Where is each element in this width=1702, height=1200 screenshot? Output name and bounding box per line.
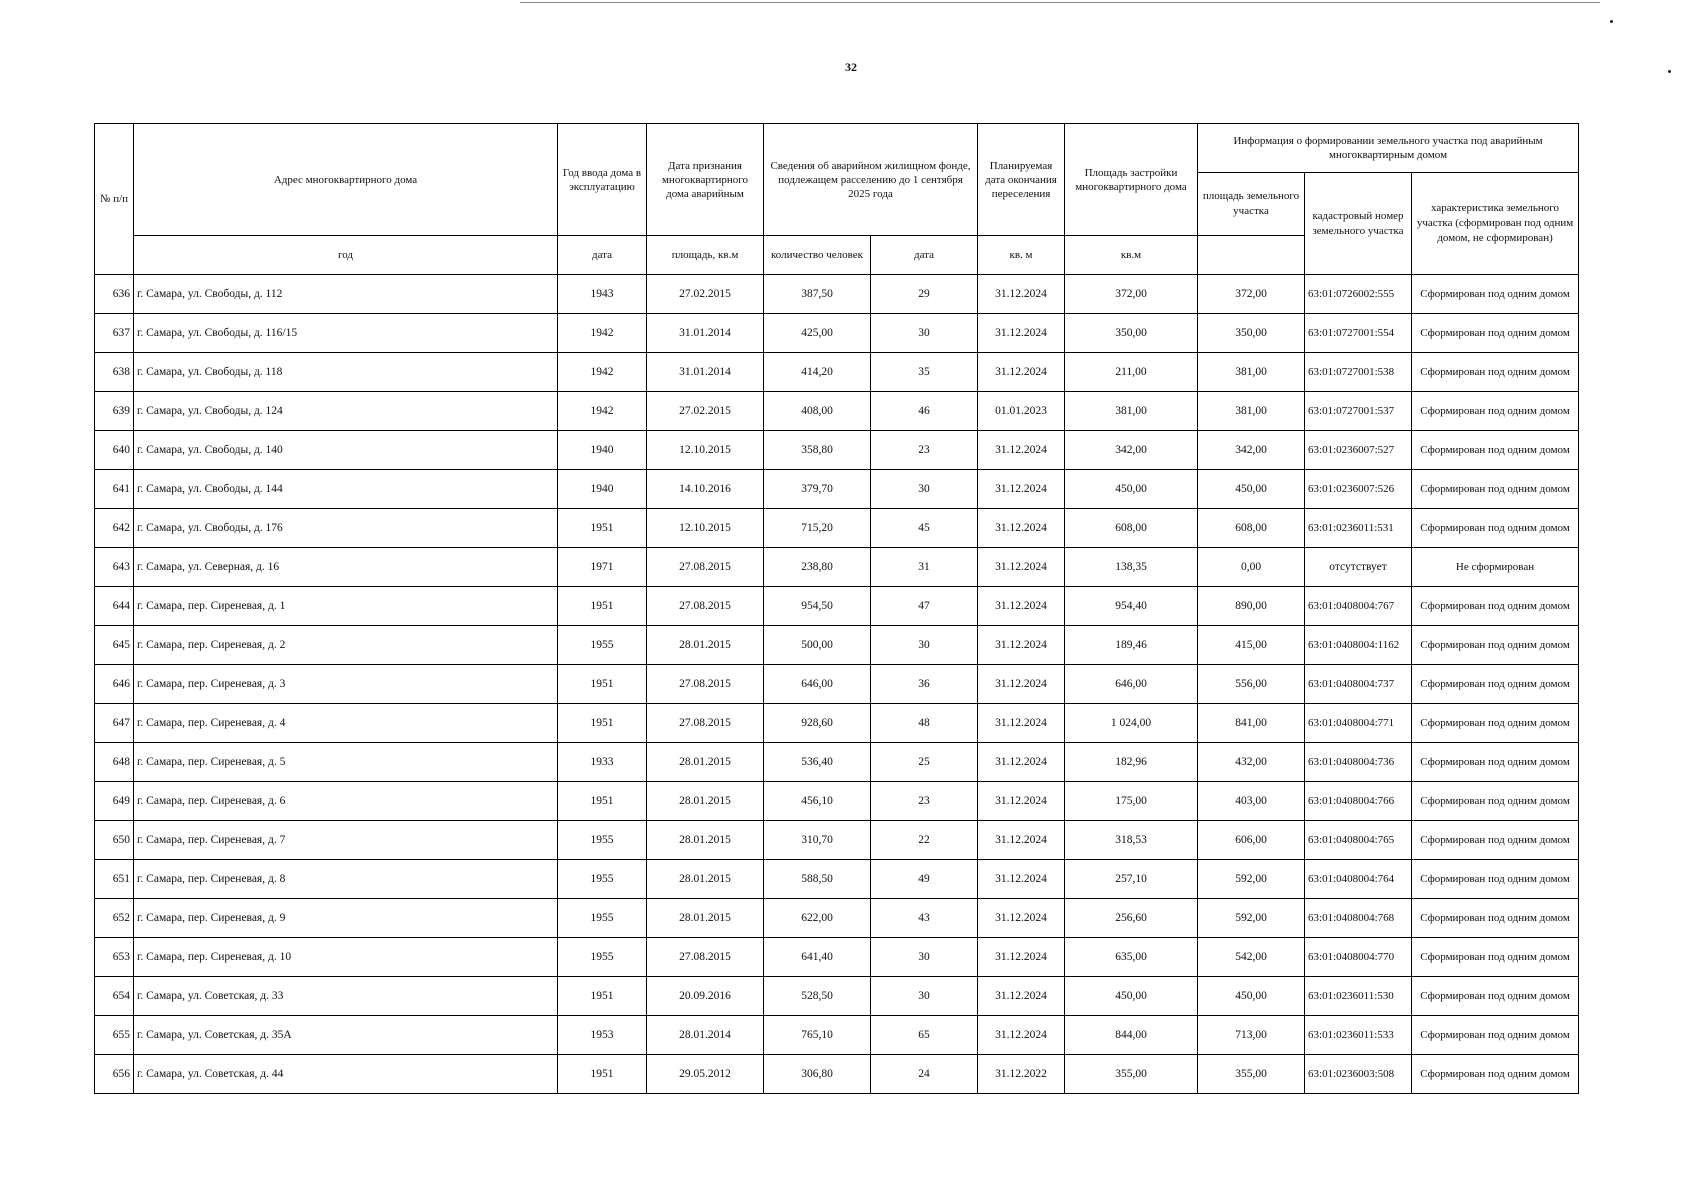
row-plan-date: 31.12.2024 [978, 314, 1065, 353]
header-recognition-group: Дата признания многоквартирного дома аварийным [647, 124, 764, 236]
row-cadastral: 63:01:0236003:508 [1305, 1055, 1412, 1094]
table-row [95, 1055, 1579, 1094]
table-row [95, 743, 1579, 782]
row-area: 641,40 [764, 938, 871, 977]
row-people: 25 [871, 743, 978, 782]
row-plan-date: 31.12.2024 [978, 470, 1065, 509]
row-year: 1942 [558, 392, 647, 431]
row-built-area: 954,40 [1065, 587, 1198, 626]
row-num: 641 [95, 470, 134, 509]
row-cadastral: 63:01:0727001:538 [1305, 353, 1412, 392]
row-year: 1971 [558, 548, 647, 587]
row-date: 27.02.2015 [647, 392, 764, 431]
table-row [95, 392, 1579, 431]
row-land-status: Сформирован под одним домом [1412, 314, 1579, 353]
row-address: г. Самара, пер. Сиреневая, д. 9 [134, 899, 558, 938]
row-cadastral: 63:01:0727001:554 [1305, 314, 1412, 353]
row-plan-date: 31.12.2024 [978, 977, 1065, 1016]
table-row [95, 704, 1579, 743]
table-row [95, 314, 1579, 353]
row-num: 644 [95, 587, 134, 626]
row-year: 1951 [558, 1055, 647, 1094]
row-built-area: 350,00 [1065, 314, 1198, 353]
header-unit-date: дата [558, 236, 647, 275]
row-area: 928,60 [764, 704, 871, 743]
row-num: 645 [95, 626, 134, 665]
row-built-area: 355,00 [1065, 1055, 1198, 1094]
row-plan-date: 31.12.2024 [978, 587, 1065, 626]
row-cadastral: 63:01:0236007:526 [1305, 470, 1412, 509]
row-people: 65 [871, 1016, 978, 1055]
row-cadastral: 63:01:0408004:765 [1305, 821, 1412, 860]
row-land-status: Сформирован под одним домом [1412, 665, 1579, 704]
table-row [95, 782, 1579, 821]
row-year: 1943 [558, 275, 647, 314]
row-land-area: 890,00 [1198, 587, 1305, 626]
header-land-area: площадь земельного участка [1198, 173, 1305, 236]
row-people: 29 [871, 275, 978, 314]
row-num: 654 [95, 977, 134, 1016]
row-built-area: 844,00 [1065, 1016, 1198, 1055]
row-year: 1953 [558, 1016, 647, 1055]
row-people: 35 [871, 353, 978, 392]
row-land-status: Не сформирован [1412, 548, 1579, 587]
table-row [95, 275, 1579, 314]
row-cadastral: 63:01:0408004:766 [1305, 782, 1412, 821]
row-plan-date: 01.01.2023 [978, 392, 1065, 431]
row-cadastral: отсутствует [1305, 548, 1412, 587]
row-address: г. Самара, пер. Сиреневая, д. 2 [134, 626, 558, 665]
row-built-area: 608,00 [1065, 509, 1198, 548]
row-date: 29.05.2012 [647, 1055, 764, 1094]
row-date: 28.01.2015 [647, 626, 764, 665]
row-cadastral: 63:01:0408004:736 [1305, 743, 1412, 782]
row-year: 1955 [558, 626, 647, 665]
table-row [95, 1016, 1579, 1055]
table-row [95, 938, 1579, 977]
row-year: 1955 [558, 821, 647, 860]
row-people: 43 [871, 899, 978, 938]
row-land-status: Сформирован под одним домом [1412, 509, 1579, 548]
row-plan-date: 31.12.2024 [978, 275, 1065, 314]
emergency-housing-table [94, 123, 1579, 1094]
row-land-status: Сформирован под одним домом [1412, 275, 1579, 314]
row-year: 1951 [558, 782, 647, 821]
row-built-area: 450,00 [1065, 977, 1198, 1016]
row-cadastral: 63:01:0408004:770 [1305, 938, 1412, 977]
row-land-area: 592,00 [1198, 860, 1305, 899]
scan-speck [1668, 70, 1671, 73]
row-address: г. Самара, ул. Свободы, д. 144 [134, 470, 558, 509]
row-land-area: 355,00 [1198, 1055, 1305, 1094]
row-num: 649 [95, 782, 134, 821]
row-date: 27.02.2015 [647, 275, 764, 314]
header-year-group: Год ввода дома в эксплуатацию [558, 124, 647, 236]
row-plan-date: 31.12.2024 [978, 704, 1065, 743]
row-address: г. Самара, пер. Сиреневая, д. 10 [134, 938, 558, 977]
row-plan-date: 31.12.2024 [978, 782, 1065, 821]
row-built-area: 372,00 [1065, 275, 1198, 314]
table-row [95, 899, 1579, 938]
row-cadastral: 63:01:0408004:771 [1305, 704, 1412, 743]
row-area: 588,50 [764, 860, 871, 899]
row-built-area: 1 024,00 [1065, 704, 1198, 743]
row-year: 1951 [558, 704, 647, 743]
row-built-area: 646,00 [1065, 665, 1198, 704]
row-year: 1940 [558, 431, 647, 470]
row-built-area: 318,53 [1065, 821, 1198, 860]
row-cadastral: 63:01:0408004:768 [1305, 899, 1412, 938]
header-cadastral: кадастровый номер земельного участка [1305, 173, 1412, 275]
table-row [95, 626, 1579, 665]
row-cadastral: 63:01:0236011:531 [1305, 509, 1412, 548]
row-date: 28.01.2015 [647, 860, 764, 899]
row-area: 500,00 [764, 626, 871, 665]
row-cadastral: 63:01:0408004:767 [1305, 587, 1412, 626]
row-land-area: 450,00 [1198, 470, 1305, 509]
row-area: 536,40 [764, 743, 871, 782]
row-people: 31 [871, 548, 978, 587]
row-cadastral: 63:01:0408004:737 [1305, 665, 1412, 704]
table-row [95, 665, 1579, 704]
header-unit-area: площадь, кв.м [647, 236, 764, 275]
row-year: 1940 [558, 470, 647, 509]
row-num: 656 [95, 1055, 134, 1094]
row-land-area: 542,00 [1198, 938, 1305, 977]
row-address: г. Самара, пер. Сиреневая, д. 4 [134, 704, 558, 743]
row-num: 639 [95, 392, 134, 431]
header-land-group: Информация о формировании земельного участка под аварийным многоквартирным домом [1198, 124, 1579, 173]
row-land-area: 592,00 [1198, 899, 1305, 938]
row-address: г. Самара, ул. Свободы, д. 118 [134, 353, 558, 392]
page-number: 32 [845, 60, 857, 74]
row-num: 647 [95, 704, 134, 743]
row-land-area: 342,00 [1198, 431, 1305, 470]
row-land-status: Сформирован под одним домом [1412, 1055, 1579, 1094]
table-body [95, 275, 1579, 1094]
row-num: 638 [95, 353, 134, 392]
row-built-area: 450,00 [1065, 470, 1198, 509]
header-unit-people: количество человек [764, 236, 871, 275]
row-date: 27.08.2015 [647, 665, 764, 704]
row-plan-date: 31.12.2024 [978, 431, 1065, 470]
scan-speck [1610, 20, 1613, 23]
row-area: 379,70 [764, 470, 871, 509]
row-plan-date: 31.12.2024 [978, 821, 1065, 860]
row-people: 30 [871, 626, 978, 665]
row-land-status: Сформирован под одним домом [1412, 704, 1579, 743]
row-plan-date: 31.12.2024 [978, 509, 1065, 548]
row-land-area: 606,00 [1198, 821, 1305, 860]
row-plan-date: 31.12.2024 [978, 665, 1065, 704]
row-plan-date: 31.12.2024 [978, 1016, 1065, 1055]
row-year: 1951 [558, 509, 647, 548]
row-area: 408,00 [764, 392, 871, 431]
row-plan-date: 31.12.2024 [978, 626, 1065, 665]
row-people: 45 [871, 509, 978, 548]
row-year: 1955 [558, 899, 647, 938]
table-row [95, 431, 1579, 470]
row-address: г. Самара, ул. Северная, д. 16 [134, 548, 558, 587]
row-built-area: 211,00 [1065, 353, 1198, 392]
row-built-area: 257,10 [1065, 860, 1198, 899]
header-address: Адрес многоквартирного дома [134, 124, 558, 236]
row-cadastral: 63:01:0236011:533 [1305, 1016, 1412, 1055]
row-plan-date: 31.12.2024 [978, 860, 1065, 899]
table-row [95, 509, 1579, 548]
table-row [95, 860, 1579, 899]
row-address: г. Самара, пер. Сиреневая, д. 7 [134, 821, 558, 860]
row-date: 28.01.2014 [647, 1016, 764, 1055]
table-row [95, 470, 1579, 509]
row-land-area: 450,00 [1198, 977, 1305, 1016]
row-area: 528,50 [764, 977, 871, 1016]
row-land-status: Сформирован под одним домом [1412, 587, 1579, 626]
table-row [95, 353, 1579, 392]
row-date: 27.08.2015 [647, 938, 764, 977]
row-land-area: 381,00 [1198, 353, 1305, 392]
row-land-status: Сформирован под одним домом [1412, 743, 1579, 782]
row-area: 715,20 [764, 509, 871, 548]
row-land-area: 841,00 [1198, 704, 1305, 743]
table-row [95, 821, 1579, 860]
row-land-area: 0,00 [1198, 548, 1305, 587]
row-address: г. Самара, пер. Сиреневая, д. 8 [134, 860, 558, 899]
row-area: 358,80 [764, 431, 871, 470]
header-unit-year: год [134, 236, 558, 275]
row-land-status: Сформирован под одним домом [1412, 860, 1579, 899]
row-land-status: Сформирован под одним домом [1412, 899, 1579, 938]
row-date: 27.08.2015 [647, 587, 764, 626]
row-people: 24 [871, 1055, 978, 1094]
row-cadastral: 63:01:0236007:527 [1305, 431, 1412, 470]
row-area: 622,00 [764, 899, 871, 938]
row-address: г. Самара, пер. Сиреневая, д. 5 [134, 743, 558, 782]
row-date: 31.01.2014 [647, 314, 764, 353]
header-built-area-group: Площадь застройки многоквартирного дома [1065, 124, 1198, 236]
row-plan-date: 31.12.2024 [978, 743, 1065, 782]
row-date: 28.01.2015 [647, 782, 764, 821]
row-land-area: 556,00 [1198, 665, 1305, 704]
row-built-area: 342,00 [1065, 431, 1198, 470]
row-date: 31.01.2014 [647, 353, 764, 392]
table-row [95, 977, 1579, 1016]
row-address: г. Самара, ул. Свободы, д. 124 [134, 392, 558, 431]
row-year: 1951 [558, 587, 647, 626]
row-address: г. Самара, ул. Советская, д. 33 [134, 977, 558, 1016]
row-cadastral: 63:01:0408004:764 [1305, 860, 1412, 899]
row-plan-date: 31.12.2024 [978, 938, 1065, 977]
row-address: г. Самара, ул. Свободы, д. 112 [134, 275, 558, 314]
row-plan-date: 31.12.2024 [978, 899, 1065, 938]
row-built-area: 175,00 [1065, 782, 1198, 821]
row-year: 1942 [558, 353, 647, 392]
header-land-status: характеристика земельного участка (сформирован под одним домом, не сформирован) [1412, 173, 1579, 275]
row-land-status: Сформирован под одним домом [1412, 938, 1579, 977]
row-people: 23 [871, 782, 978, 821]
table-row [95, 548, 1579, 587]
header-unit-plan-date: дата [871, 236, 978, 275]
row-year: 1955 [558, 860, 647, 899]
row-date: 28.01.2015 [647, 899, 764, 938]
row-people: 48 [871, 704, 978, 743]
header-planned-group: Планируемая дата окончания переселения [978, 124, 1065, 236]
row-date: 28.01.2015 [647, 821, 764, 860]
row-land-status: Сформирован под одним домом [1412, 782, 1579, 821]
row-address: г. Самара, пер. Сиреневая, д. 3 [134, 665, 558, 704]
header-unit-kvm: кв. м [978, 236, 1065, 275]
row-area: 310,70 [764, 821, 871, 860]
row-land-area: 432,00 [1198, 743, 1305, 782]
row-address: г. Самара, ул. Свободы, д. 116/15 [134, 314, 558, 353]
row-plan-date: 31.12.2024 [978, 548, 1065, 587]
row-area: 456,10 [764, 782, 871, 821]
row-land-status: Сформирован под одним домом [1412, 977, 1579, 1016]
header-emergency-group: Сведения об аварийном жилищном фонде, подлежащем расселению до 1 сентября 2025 года [764, 124, 978, 236]
row-year: 1951 [558, 977, 647, 1016]
row-area: 414,20 [764, 353, 871, 392]
row-people: 30 [871, 470, 978, 509]
row-num: 643 [95, 548, 134, 587]
row-address: г. Самара, пер. Сиреневая, д. 1 [134, 587, 558, 626]
row-date: 27.08.2015 [647, 548, 764, 587]
row-people: 23 [871, 431, 978, 470]
row-year: 1955 [558, 938, 647, 977]
row-num: 652 [95, 899, 134, 938]
row-address: г. Самара, ул. Советская, д. 35А [134, 1016, 558, 1055]
row-num: 640 [95, 431, 134, 470]
row-area: 387,50 [764, 275, 871, 314]
row-people: 22 [871, 821, 978, 860]
scan-top-line [520, 2, 1600, 3]
row-num: 642 [95, 509, 134, 548]
row-people: 47 [871, 587, 978, 626]
row-address: г. Самара, ул. Свободы, д. 176 [134, 509, 558, 548]
row-land-area: 403,00 [1198, 782, 1305, 821]
row-area: 954,50 [764, 587, 871, 626]
row-year: 1933 [558, 743, 647, 782]
row-built-area: 138,35 [1065, 548, 1198, 587]
row-people: 46 [871, 392, 978, 431]
row-land-area: 415,00 [1198, 626, 1305, 665]
row-land-status: Сформирован под одним домом [1412, 626, 1579, 665]
header-unit-kvm2: кв.м [1065, 236, 1198, 275]
row-num: 655 [95, 1016, 134, 1055]
row-people: 30 [871, 977, 978, 1016]
row-cadastral: 63:01:0408004:1162 [1305, 626, 1412, 665]
row-address: г. Самара, пер. Сиреневая, д. 6 [134, 782, 558, 821]
row-num: 637 [95, 314, 134, 353]
row-built-area: 182,96 [1065, 743, 1198, 782]
row-land-area: 372,00 [1198, 275, 1305, 314]
row-plan-date: 31.12.2024 [978, 353, 1065, 392]
row-cadastral: 63:01:0727001:537 [1305, 392, 1412, 431]
row-land-status: Сформирован под одним домом [1412, 470, 1579, 509]
row-built-area: 381,00 [1065, 392, 1198, 431]
row-people: 30 [871, 314, 978, 353]
row-area: 306,80 [764, 1055, 871, 1094]
row-num: 636 [95, 275, 134, 314]
row-year: 1951 [558, 665, 647, 704]
row-date: 28.01.2015 [647, 743, 764, 782]
row-land-status: Сформирован под одним домом [1412, 353, 1579, 392]
row-address: г. Самара, ул. Советская, д. 44 [134, 1055, 558, 1094]
row-area: 238,80 [764, 548, 871, 587]
header-num: № п/п [95, 124, 134, 275]
row-date: 20.09.2016 [647, 977, 764, 1016]
row-land-area: 381,00 [1198, 392, 1305, 431]
row-plan-date: 31.12.2022 [978, 1055, 1065, 1094]
row-area: 646,00 [764, 665, 871, 704]
row-land-status: Сформирован под одним домом [1412, 821, 1579, 860]
row-built-area: 635,00 [1065, 938, 1198, 977]
row-year: 1942 [558, 314, 647, 353]
row-people: 30 [871, 938, 978, 977]
row-date: 27.08.2015 [647, 704, 764, 743]
row-date: 14.10.2016 [647, 470, 764, 509]
row-num: 653 [95, 938, 134, 977]
row-land-area: 608,00 [1198, 509, 1305, 548]
row-area: 425,00 [764, 314, 871, 353]
row-num: 651 [95, 860, 134, 899]
row-num: 648 [95, 743, 134, 782]
row-land-status: Сформирован под одним домом [1412, 431, 1579, 470]
row-date: 12.10.2015 [647, 431, 764, 470]
row-land-status: Сформирован под одним домом [1412, 392, 1579, 431]
row-people: 36 [871, 665, 978, 704]
row-date: 12.10.2015 [647, 509, 764, 548]
row-cadastral: 63:01:0726002:555 [1305, 275, 1412, 314]
table-row [95, 587, 1579, 626]
row-built-area: 189,46 [1065, 626, 1198, 665]
row-land-status: Сформирован под одним домом [1412, 1016, 1579, 1055]
row-area: 765,10 [764, 1016, 871, 1055]
row-num: 646 [95, 665, 134, 704]
row-land-area: 350,00 [1198, 314, 1305, 353]
row-people: 49 [871, 860, 978, 899]
row-cadastral: 63:01:0236011:530 [1305, 977, 1412, 1016]
row-built-area: 256,60 [1065, 899, 1198, 938]
row-address: г. Самара, ул. Свободы, д. 140 [134, 431, 558, 470]
row-land-area: 713,00 [1198, 1016, 1305, 1055]
row-num: 650 [95, 821, 134, 860]
